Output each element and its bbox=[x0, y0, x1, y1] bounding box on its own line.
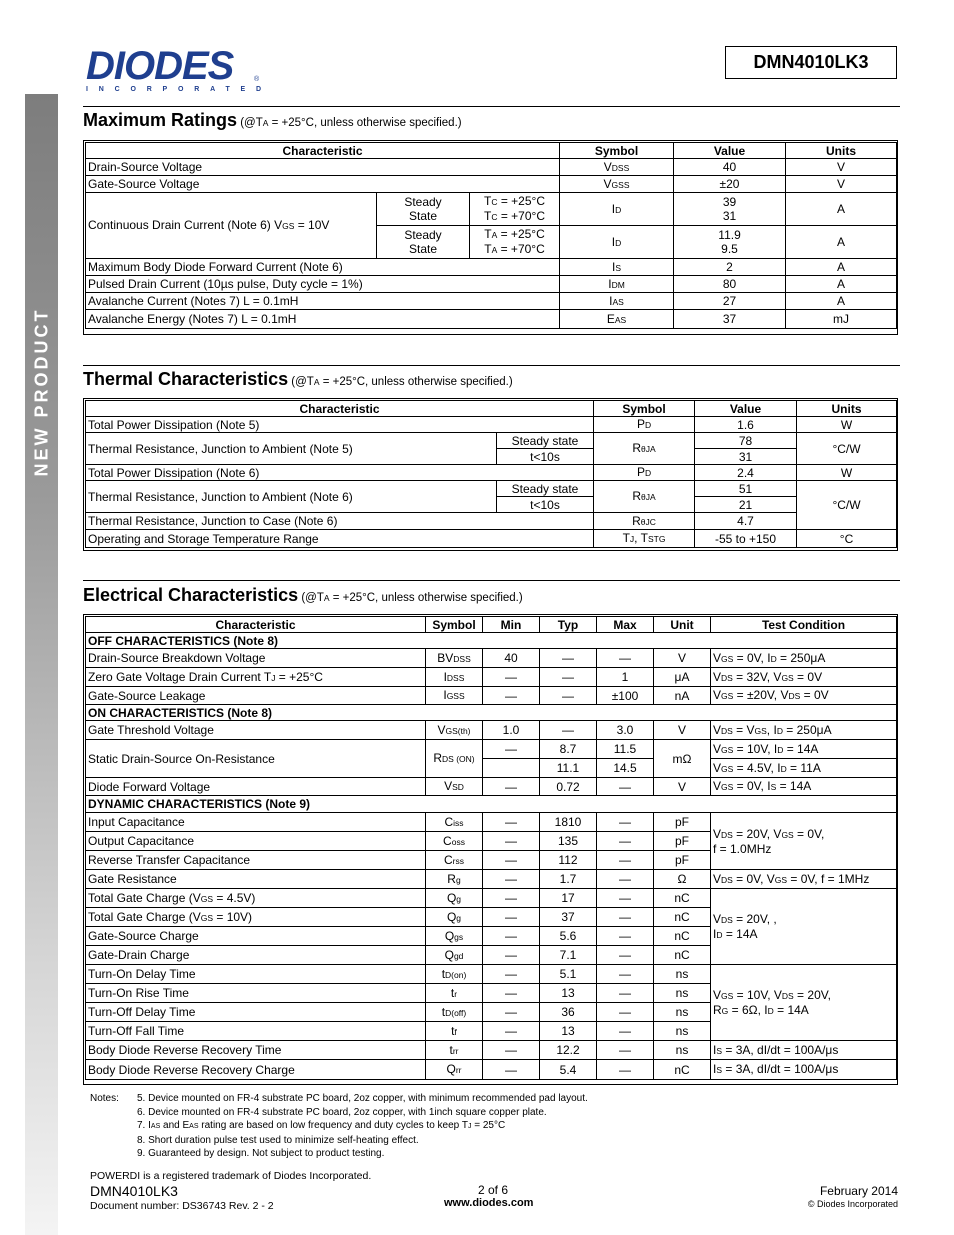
side-banner-label: NEW PRODUCT bbox=[31, 307, 52, 477]
footer-part-number: DMN4010LK3 bbox=[90, 1183, 178, 1199]
section-rule bbox=[83, 365, 900, 366]
table-row: Turn-Off Fall Time tf — 13 — ns bbox=[86, 1022, 897, 1041]
max-ratings-title: Maximum Ratings (@TA = +25°C, unless otherwise specified.) bbox=[83, 110, 462, 130]
table-row: Static Drain-Source On-Resistance RDS (ON) — 8.7 11.5 mΩ VGS = 10V, ID = 14A bbox=[86, 740, 897, 759]
table-row: Turn-Off Delay Time tD(off) — 36 — ns bbox=[86, 1003, 897, 1022]
notes-list bbox=[137, 1092, 588, 1161]
section-row-on: ON CHARACTERISTICS (Note 8) bbox=[86, 705, 897, 721]
table-row: Avalanche Current (Notes 7) L = 0.1mH IAS 27 A bbox=[86, 293, 897, 310]
table-row: Body Diode Reverse Recovery Time trr — 12.2 — ns IS = 3A, dI/dt = 100A/μs bbox=[86, 1041, 897, 1060]
table-row: Thermal Resistance, Junction to Ambient (Note 6) Steady state RθJA 51 °C/W bbox=[86, 481, 897, 497]
max-ratings-table bbox=[85, 142, 897, 329]
table-row: Gate-Source Leakage IGSS — — ±100 nA VGS = ±20V, VDS = 0V bbox=[86, 687, 897, 705]
table-header: Characteristic Symbol Value Units bbox=[86, 401, 897, 417]
table-row: Reverse Transfer Capacitance Crss — 112 — pF bbox=[86, 851, 897, 870]
table-row: Pulsed Drain Current (10µs pulse, Duty cycle = 1%) IDM 80 A bbox=[86, 276, 897, 293]
table-row: Gate Threshold Voltage VGS(th) 1.0 — 3.0 V VDS = VGS, ID = 250μA bbox=[86, 721, 897, 740]
electrical-table bbox=[85, 616, 897, 1080]
footer-trademark: POWERDI is a registered trademark of Diodes Incorporated. bbox=[90, 1170, 372, 1182]
table-row: Zero Gate Voltage Drain Current TJ = +25°C IDSS — — 1 μA VDS = 32V, VGS = 0V bbox=[86, 668, 897, 687]
section-rule bbox=[83, 106, 900, 107]
table-row: Steady State TA = +25°C TA = +70°C ID 11.9 9.5 A bbox=[86, 226, 897, 259]
table-header: Characteristic Symbol Value Units bbox=[86, 143, 897, 159]
table-row: Total Gate Charge (VGS = 10V) Qg — 37 — nC bbox=[86, 908, 897, 927]
logo-tagline: INCORPORATED bbox=[86, 86, 272, 93]
note-7: 7. IAS and EAS rating are based on low frequency and duty cycles to keep TJ = 25°C bbox=[137, 1120, 506, 1131]
table-row: Input Capacitance Ciss — 1810 — pF VDS = 20V, VGS = 0V, f = 1.0MHz bbox=[86, 813, 897, 832]
table-row: Body Diode Reverse Recovery Charge Qrr — 5.4 — nC IS = 3A, dI/dt = 100A/μs bbox=[86, 1060, 897, 1080]
table-row: Turn-On Delay Time tD(on) — 5.1 — ns VGS = 10V, VDS = 20V, RG = 6Ω, ID = 14A bbox=[86, 965, 897, 984]
note-5: 5. Device mounted on FR-4 substrate PC board, 2oz copper, with minimum recommended pad layout. bbox=[137, 1093, 588, 1104]
section-rule bbox=[83, 580, 900, 581]
footer-website-link[interactable]: www.diodes.com bbox=[444, 1197, 534, 1209]
table-row: Total Gate Charge (VGS = 4.5V) Qg — 17 — nC VDS = 20V, , ID = 14A bbox=[86, 889, 897, 908]
table-row: Turn-On Rise Time tr — 13 — ns bbox=[86, 984, 897, 1003]
side-banner bbox=[25, 94, 58, 1235]
table-row: Output Capacitance Coss — 135 — pF bbox=[86, 832, 897, 851]
table-row: Gate-Source Charge Qgs — 5.6 — nC bbox=[86, 927, 897, 946]
table-row: Thermal Resistance, Junction to Case (Note 6) RθJC 4.7 bbox=[86, 513, 897, 530]
footer-date: February 2014 bbox=[819, 1184, 898, 1198]
thermal-table bbox=[85, 400, 897, 548]
table-row: Diode Forward Voltage VSD — 0.72 — V VGS = 0V, IS = 14A bbox=[86, 778, 897, 796]
table-row: Thermal Resistance, Junction to Ambient (Note 5) Steady state RθJA 78 °C/W bbox=[86, 433, 897, 449]
table-header: Characteristic Symbol Min Typ Max Unit Test Condition bbox=[86, 617, 897, 633]
table-row: 11.1 14.5 VGS = 4.5V, ID = 11A bbox=[86, 759, 897, 778]
part-number-box: DMN4010LK3 bbox=[725, 46, 897, 79]
table-row: Total Power Dissipation (Note 5) PD 1.6 W bbox=[86, 417, 897, 433]
table-row: Gate-Drain Charge Qgd — 7.1 — nC bbox=[86, 946, 897, 965]
table-row: Continuous Drain Current (Note 6) VGS = 10V Steady State TC = +25°C TC = +70°C ID 39 31 A bbox=[86, 193, 897, 226]
note-9: 9. Guaranteed by design. Not subject to product testing. bbox=[137, 1148, 385, 1159]
thermal-title: Thermal Characteristics (@TA = +25°C, unless otherwise specified.) bbox=[83, 369, 513, 389]
table-row: Gate-Source Voltage VGSS ±20 V bbox=[86, 176, 897, 193]
table-row: Total Power Dissipation (Note 6) PD 2.4 W bbox=[86, 465, 897, 481]
footer-doc-number: Document number: DS36743 Rev. 2 - 2 bbox=[90, 1200, 274, 1212]
table-row: Drain-Source Voltage VDSS 40 V bbox=[86, 159, 897, 176]
logo-registered-mark: ® bbox=[254, 76, 260, 83]
table-row: Maximum Body Diode Forward Current (Note 6) IS 2 A bbox=[86, 259, 897, 276]
diodes-logo bbox=[86, 44, 272, 94]
note-6: 6. Device mounted on FR-4 substrate PC board, 2oz copper, with 1inch square copper plate. bbox=[137, 1106, 547, 1118]
table-row: Gate Resistance Rg — 1.7 — Ω VDS = 0V, VGS = 0V, f = 1MHz bbox=[86, 870, 897, 889]
note-8: 8. Short duration pulse test used to minimize self-heating effect. bbox=[137, 1134, 419, 1146]
table-row: t<10s 31 bbox=[86, 449, 897, 465]
notes-label: Notes: bbox=[90, 1093, 119, 1104]
table-row: Avalanche Energy (Notes 7) L = 0.1mH EAS 37 mJ bbox=[86, 310, 897, 329]
section-row-dynamic: DYNAMIC CHARACTERISTICS (Note 9) bbox=[86, 796, 897, 813]
electrical-title: Electrical Characteristics (@TA = +25°C, unless otherwise specified.) bbox=[83, 585, 523, 605]
footer-page: 2 of 6 bbox=[478, 1183, 509, 1197]
logo-wordmark: DIODES bbox=[86, 44, 234, 88]
footer-copyright: © Diodes Incorporated bbox=[807, 1199, 898, 1209]
table-row: Operating and Storage Temperature Range TJ, TSTG -55 to +150 °C bbox=[86, 530, 897, 548]
table-row: Drain-Source Breakdown Voltage BVDSS 40 — — V VGS = 0V, ID = 250μA bbox=[86, 649, 897, 668]
table-row: t<10s 21 bbox=[86, 497, 897, 513]
section-row-off: OFF CHARACTERISTICS (Note 8) bbox=[86, 633, 897, 649]
